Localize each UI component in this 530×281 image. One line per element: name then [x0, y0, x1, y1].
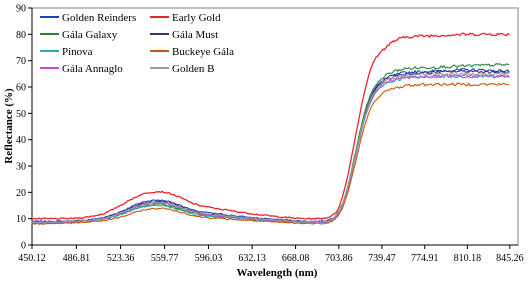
- x-tick-label: 810.18: [453, 253, 482, 264]
- y-tick-label: 30: [16, 161, 26, 173]
- y-axis: [16, 4, 32, 252]
- legend-label: Gála Annaglo: [62, 63, 123, 75]
- y-tick-label: 80: [16, 29, 26, 41]
- plot-area: [32, 8, 518, 245]
- y-tick-label: 0: [21, 240, 26, 252]
- legend: [40, 12, 234, 75]
- legend-label: Pinova: [62, 46, 93, 58]
- legend-label: Buckeye Gála: [172, 46, 234, 58]
- x-tick-label: 450.12: [18, 253, 46, 264]
- y-tick-label: 90: [16, 3, 26, 15]
- y-tick-label: 50: [16, 108, 26, 120]
- series-line-pinova: [32, 75, 509, 224]
- legend-label: Golden B: [172, 63, 215, 75]
- x-tick-label: 703.86: [325, 253, 353, 264]
- x-tick-label: 739.47: [368, 253, 396, 264]
- legend-label: Gála Must: [172, 29, 219, 41]
- x-tick-label: 559.77: [150, 253, 179, 264]
- x-tick-label: 774.91: [411, 253, 439, 264]
- series-line-g-la-annaglo: [32, 74, 509, 222]
- x-tick-label: 523.36: [106, 253, 135, 264]
- x-axis: [18, 245, 523, 264]
- x-tick-label: 596.03: [194, 253, 223, 264]
- legend-label: Early Gold: [172, 12, 221, 24]
- y-tick-label: 70: [16, 56, 26, 68]
- series-line-golden-b: [32, 73, 509, 223]
- series-line-early-gold: [32, 33, 509, 219]
- y-tick-label: 20: [16, 187, 26, 199]
- legend-label: Gála Galaxy: [62, 29, 118, 41]
- series-line-buckeye-g-la: [32, 83, 509, 224]
- x-tick-label: 845.26: [496, 253, 524, 264]
- series-line-g-la-must: [32, 70, 509, 223]
- y-tick-label: 60: [16, 82, 26, 94]
- plot-border: [32, 8, 518, 245]
- y-tick-label: 40: [16, 135, 26, 147]
- series-line-g-la-galaxy: [32, 64, 509, 224]
- x-tick-label: 632.13: [238, 253, 266, 264]
- legend-label: Golden Reinders: [62, 12, 137, 24]
- x-tick-label: 668.08: [281, 253, 310, 264]
- series-lines: [32, 33, 509, 224]
- x-axis-title: Wavelength (nm): [236, 267, 318, 279]
- y-axis-title: Reflectance (%): [3, 88, 15, 164]
- y-tick-label: 10: [16, 214, 26, 226]
- series-line-golden-reinders: [32, 69, 509, 222]
- x-tick-label: 486.81: [62, 253, 91, 264]
